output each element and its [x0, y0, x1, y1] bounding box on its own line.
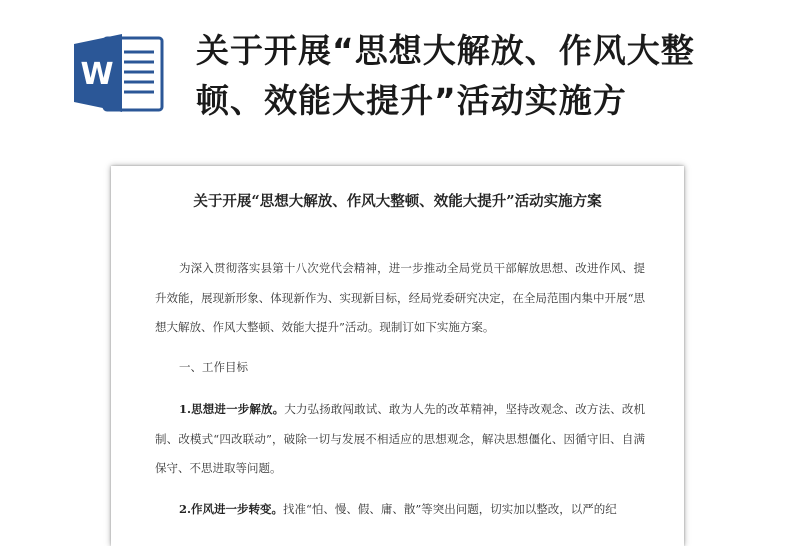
goal-item-2 [155, 495, 645, 525]
document-page [111, 166, 684, 546]
goal-item-1-lead: 1.思想进一步解放。 [179, 402, 285, 416]
section-heading: 一、工作目标 [179, 360, 248, 374]
header-banner [0, 0, 800, 150]
intro-paragraph: 为深入贯彻落实县第十八次党代会精神，进一步推动全局党员干部解放思想、改进作风、提升效能，展现新形象、体现新作为、实现新目标，经局党委研究决定，在全局范围内集中开展“思想大解放、作风大整顿、效能大提升”活动。现制订如下实施方案。 [155, 261, 645, 334]
goal-item-2-lead: 2.作风进一步转变。 [179, 502, 284, 516]
goal-item-1 [155, 395, 645, 484]
word-icon [74, 32, 166, 114]
goal-item-1-text: 大力弘扬敢闯敢试、敢为人先的改革精神，坚持改观念、改方法、改机制、改模式“四改联动”，破除一切与发展不相适应的思想观念，解决思想僵化、因循守旧、自满保守、不思进取等问题。 [155, 402, 645, 475]
document-title: 关于开展“思想大解放、作风大整顿、效能大提升”活动实施方案 [193, 193, 602, 210]
word-icon-letter: W [80, 57, 114, 92]
page-title: 关于开展“思想大解放、作风大整顿、效能大提升”活动实施方 [196, 31, 695, 120]
goal-item-2-text: 找准“怕、慢、假、庸、散”等突出问题，切实加以整改，以严的纪 [283, 502, 617, 516]
